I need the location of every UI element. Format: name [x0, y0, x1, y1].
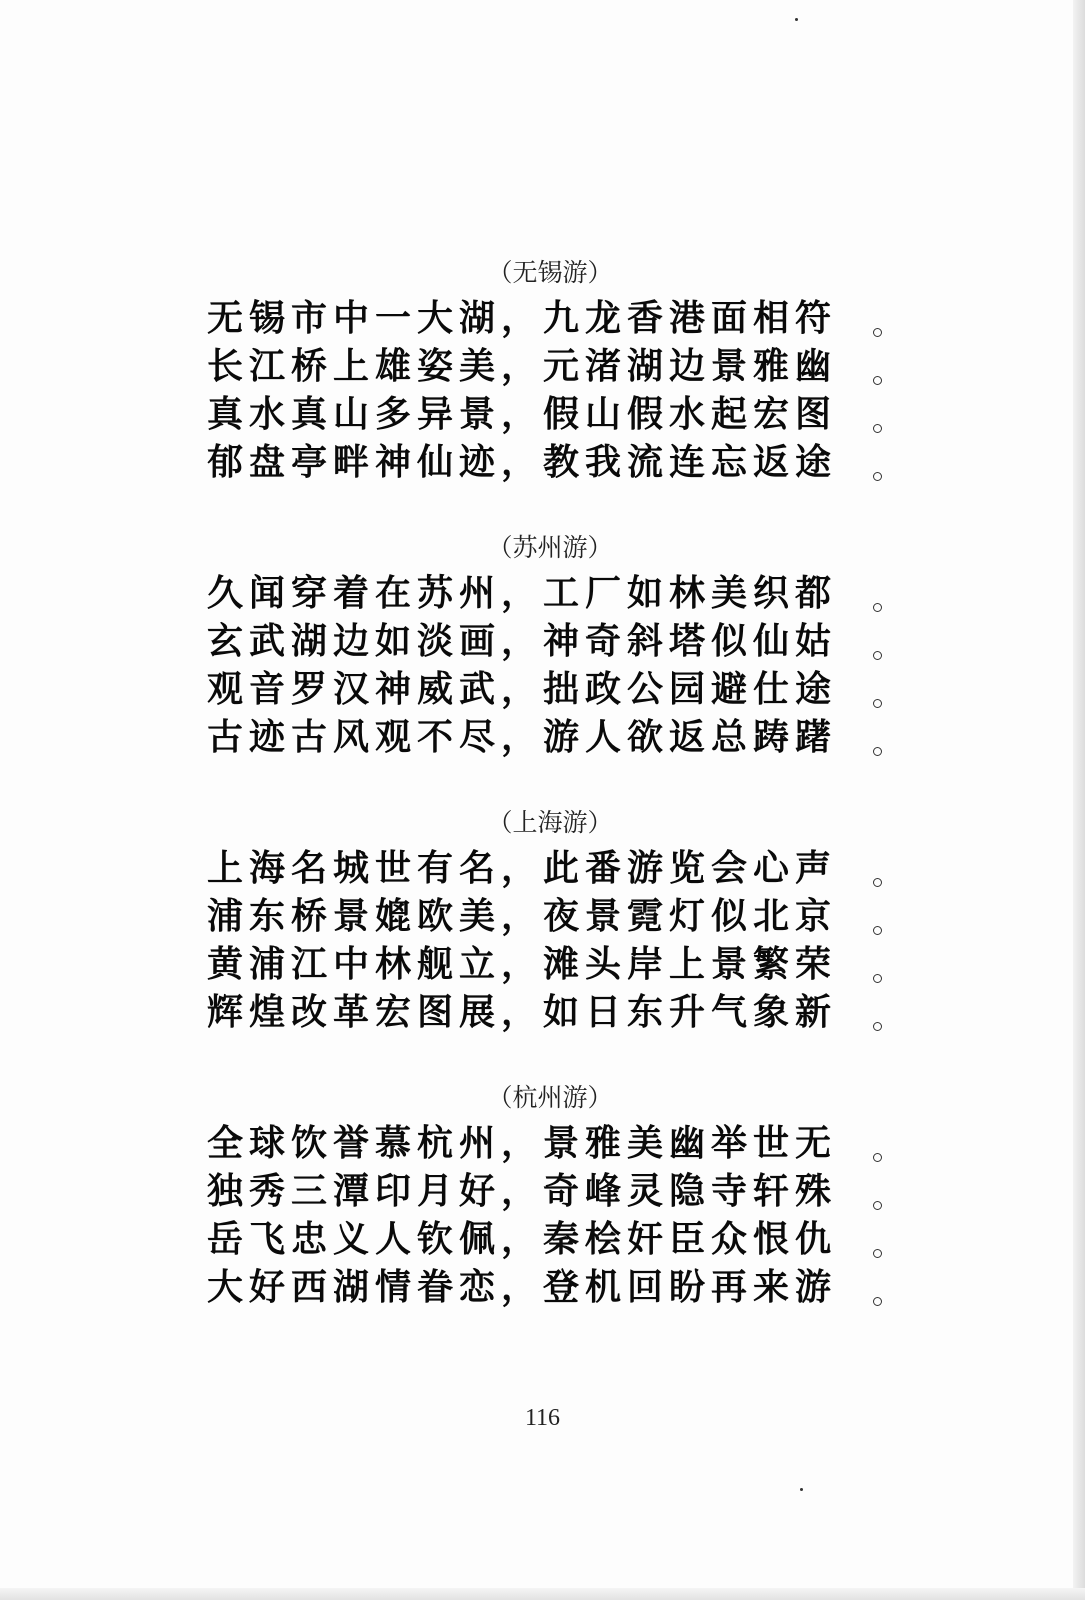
- period-mark: [873, 699, 882, 708]
- poem-line: 古迹古风观不尽，游人欲返总踌躇: [207, 717, 838, 758]
- poem-line: 长江桥上雄姿美，元渚湖边景雅幽: [207, 346, 838, 387]
- period-mark: [873, 1201, 882, 1210]
- period-mark: [873, 1249, 882, 1258]
- poem-line: 真水真山多异景，假山假水起宏图: [207, 394, 838, 435]
- poem-line: 独秀三潭印月好，奇峰灵隐寺轩殊: [207, 1171, 838, 1212]
- period-mark: [873, 376, 882, 385]
- period-mark: [873, 1297, 882, 1306]
- poem-line: 岳飞忠义人钦佩，秦桧奸臣众恨仇: [207, 1219, 838, 1260]
- poem-line: 黄浦江中林舰立，滩头岸上景繁荣: [207, 944, 838, 985]
- poem-line: 上海名城世有名，此番游览会心声: [207, 848, 838, 889]
- section-title: （杭州游）: [487, 1083, 613, 1112]
- poem-line: 观音罗汉神威武，拙政公园避仕途: [207, 669, 838, 710]
- poem-line: 久闻穿着在苏州，工厂如林美织都: [207, 573, 838, 614]
- period-mark: [873, 878, 882, 887]
- poem-line: 无锡市中一大湖，九龙香港面相符: [207, 298, 838, 339]
- period-mark: [873, 1153, 882, 1162]
- section-title: （无锡游）: [487, 258, 613, 287]
- page-bottom-shadow: [0, 1588, 1085, 1600]
- period-mark: [873, 424, 882, 433]
- poem-line: 大好西湖情眷恋，登机回盼再来游: [207, 1267, 838, 1308]
- poem-line: 全球饮誉慕杭州，景雅美幽举世无: [207, 1123, 838, 1164]
- period-mark: [873, 603, 882, 612]
- period-mark: [873, 926, 882, 935]
- period-mark: [873, 1022, 882, 1031]
- scan-speck: [795, 18, 798, 21]
- page-number: 116: [524, 1405, 561, 1431]
- period-mark: [873, 747, 882, 756]
- section-title: （上海游）: [487, 808, 613, 837]
- poem-line: 玄武湖边如淡画，神奇斜塔似仙姑: [207, 621, 838, 662]
- period-mark: [873, 472, 882, 481]
- period-mark: [873, 651, 882, 660]
- poem-line: 辉煌改革宏图展，如日东升气象新: [207, 992, 838, 1033]
- period-mark: [873, 974, 882, 983]
- poem-line: 浦东桥景媲欧美，夜景霓灯似北京: [207, 896, 838, 937]
- section-title: （苏州游）: [487, 533, 613, 562]
- page-edge-shadow: [1073, 0, 1085, 1600]
- period-mark: [873, 328, 882, 337]
- scan-speck: [800, 1488, 803, 1491]
- poem-line: 郁盘亭畔神仙迹，教我流连忘返途: [207, 442, 838, 483]
